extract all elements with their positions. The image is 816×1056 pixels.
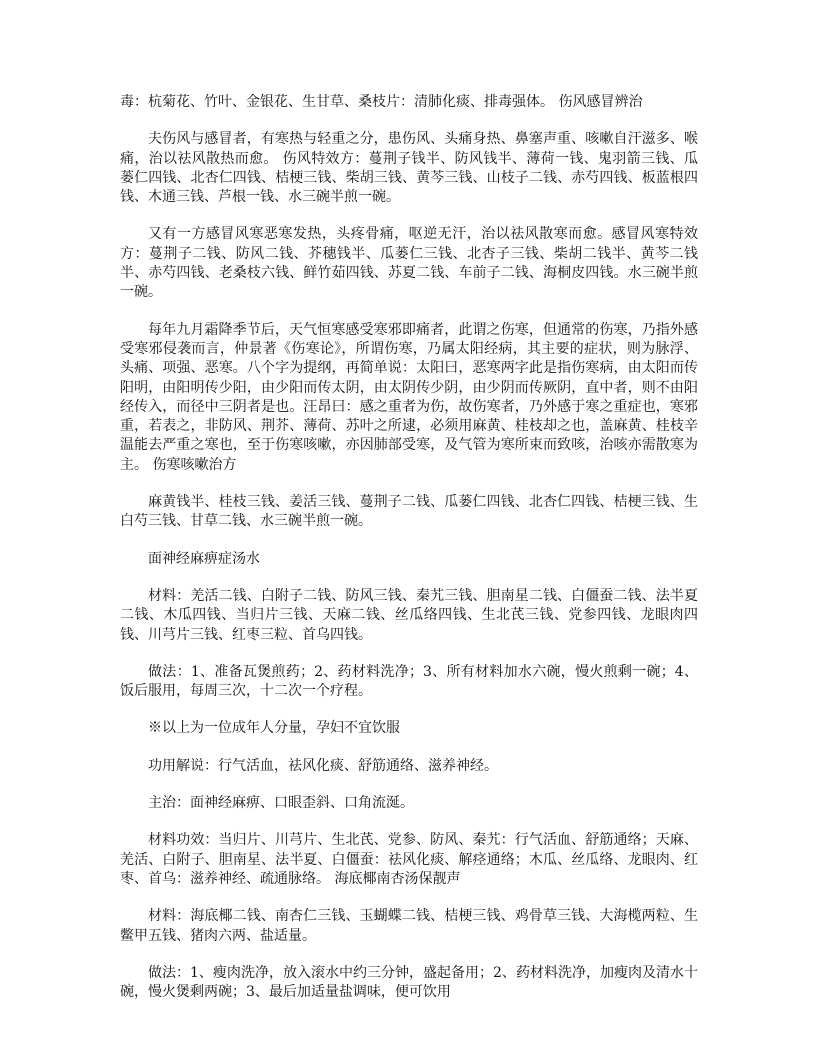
- paragraph-ingredient-effects: 材料功效：当归片、川芎片、生北芪、党参、防风、秦艽：行气活血、舒筋通络；天麻、羌活、白附子、胆南星、法半夏、白僵蚕：祛风化痰、解痉通络；木瓜、丝瓜络、龙眼肉、红枣、首乌：滋养神经、疏通脉络。 海底椰南杏汤保靓声: [120, 832, 698, 887]
- paragraph-soup-method: 做法：1、瘦肉洗净，放入滚水中约三分钟，盛起备用；2、药材料洗净，加瘦肉及清水十碗，慢火煲剩两碗；3、最后加适量盐调味，便可饮用: [120, 964, 698, 1001]
- paragraph-shangfeng-intro: 夫伤风与感冒者，有寒热与轻重之分，患伤风、头痛身热、鼻塞声重、咳嗽自汗滋多、喉痛，治以祛风散热而愈。 伤风特效方：蔓荆子钱半、防风钱半、薄荷一钱、鬼羽箭三钱、瓜蒌仁四钱、北杏仁四钱、桔梗三钱、柴胡三钱、黄芩三钱、山枝子二钱、赤芍四钱、板蓝根四钱、木通三钱、芦根一钱、水三碗半煎一碗。: [120, 131, 698, 206]
- paragraph-ganmao-fenghan: 又有一方感冒风寒恶寒发热，头疼骨痛，呕逆无汗，治以祛风散寒而愈。感冒风寒特效方：蔓荆子二钱、防风二钱、芥穗钱半、瓜蒌仁三钱、北杏子三钱、柴胡二钱半、黄芩二钱半、赤芍四钱、老桑枝六钱、鲜竹茹四钱、苏夏二钱、车前子二钱、海桐皮四钱。水三碗半煎一碗。: [120, 226, 698, 301]
- section-heading-facial-nerve: 面神经麻痹症汤水: [148, 550, 260, 567]
- document-page: [120, 93, 698, 1020]
- paragraph-continuation: 毒：杭菊花、竹叶、金银花、生甘草、桑枝片：清肺化痰、排毒强体。 伤风感冒辨治: [120, 94, 643, 110]
- paragraph-shanghan-recipe: 麻黄钱半、桂枝三钱、姜活三钱、蔓荆子二钱、瓜蒌仁四钱、北杏仁四钱、桔梗三钱、生白芍三钱、甘草二钱、水三碗半煎一碗。: [120, 494, 698, 530]
- paragraph-method: 做法：1、准备瓦煲煎药；2、药材料洗净；3、所有材料加水六碗，慢火煎剩一碗；4、饭后服用，每周三次，十二次一个疗程。: [120, 663, 698, 700]
- paragraph-ingredients: 材料：羌活二钱、白附子二钱、防风三钱、秦艽三钱、胆南星二钱、白僵蚕二钱、法半夏二钱、木瓜四钱、当归片三钱、天麻二钱、丝瓜络四钱、生北芪三钱、党参四钱、龙眼肉四钱、川芎片三钱、红枣三粒、首乌四钱。: [120, 587, 698, 643]
- paragraph-shanghan: 每年九月霜降季节后，天气恒寒感受寒邪即痛者，此谓之伤寒，但通常的伤寒，乃指外感受寒邪侵袭而言，仲景著《伤寒论》，所谓伤寒，乃属太阳经病，其主要的症状，则为脉浮、头痛、项强、恶寒。八个字为提纲，再简单说：太阳曰，恶寒两字此是指伤寒病，由太阳而传阳明，由阳明传少阳，由少阳而传太阴，由太阴传少阴，由少阴而传厥阴，直中者，则不由阳经传入，而径中三阴者是也。汪昂曰：感之重者为伤，故伤寒者，乃外感于寒之重症也，寒邪重，若表之，非防风、荆芥、薄荷、苏叶之所逮，必须用麻黄、桂枝却之也，盖麻黄、桂枝辛温能去严重之寒也，至于伤寒咳嗽，亦因肺部受寒，及气管为寒所束而致咳，治咳亦需散寒为主。 伤寒咳嗽治方: [120, 321, 698, 473]
- paragraph-function: 功用解说：行气活血，祛风化痰、舒筋通络、滋养神经。: [148, 757, 498, 774]
- paragraph-note: ※以上为一位成年人分量，孕妇不宜饮服: [148, 720, 400, 737]
- paragraph-soup-ingredients: 材料：海底椰二钱、南杏仁三钱、玉蝴蝶二钱、桔梗三钱、鸡骨草三钱、大海榄两粒、生鳖甲五钱、猪肉六两、盐适量。: [120, 908, 698, 944]
- paragraph-indication: 主治：面神经麻痹、口眼歪斜、口角流涎。: [148, 795, 414, 812]
